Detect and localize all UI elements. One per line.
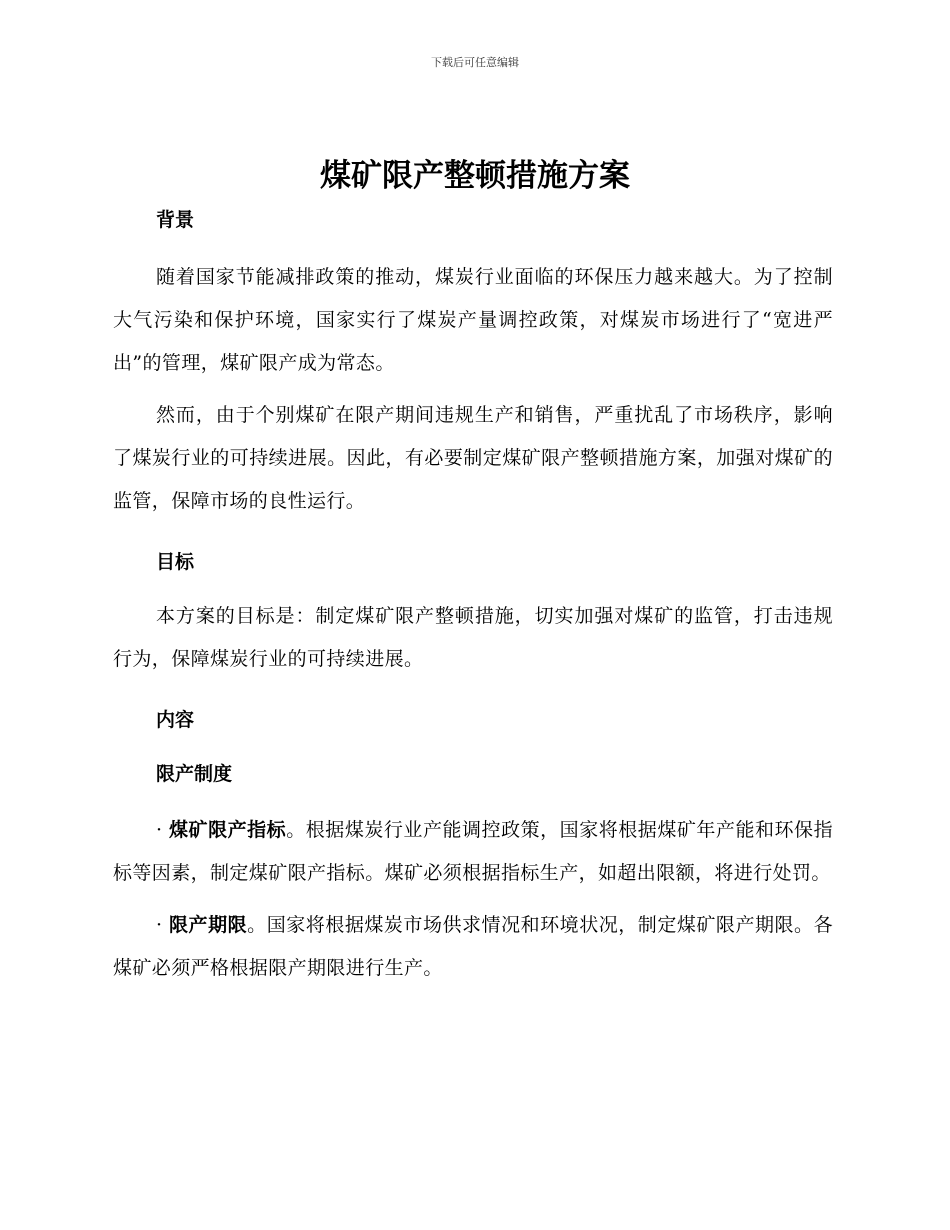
bullet-term: 煤矿限产指标 bbox=[169, 819, 287, 841]
paragraph-goal: 本方案的目标是：制定煤矿限产整顿措施，切实加强对煤矿的监管，打击违规行为，保障煤炭行业的可持续进展。 bbox=[113, 605, 833, 670]
document-body bbox=[113, 205, 833, 990]
bullet-term: 限产期限 bbox=[169, 914, 248, 936]
bullet-item bbox=[113, 809, 833, 895]
bullet-text: 。根据煤炭行业产能调控政策，国家将根据煤矿年产能和环保指标等因素，制定煤矿限产指标。煤矿必须根据指标生产，如超出限额，将进行处罚。 bbox=[113, 819, 833, 884]
paragraph-background-2: 然而，由于个别煤矿在限产期间违规生产和销售，严重扰乱了市场秩序，影响了煤炭行业的可持续进展。因此，有必要制定煤矿限产整顿措施方案，加强对煤矿的监管，保障市场的良性运行。 bbox=[113, 404, 833, 512]
header-note: 下载后可任意编辑 bbox=[431, 56, 519, 69]
bullet-text: 。国家将根据煤炭市场供求情况和环境状况，制定煤矿限产期限。各煤矿必须严格根据限产期限进行生产。 bbox=[113, 914, 833, 979]
section-heading-goal: 目标 bbox=[156, 551, 195, 573]
section-heading-content: 内容 bbox=[156, 709, 195, 731]
document-title: 煤矿限产整顿措施方案 bbox=[320, 158, 630, 194]
bullet-marker: · bbox=[156, 914, 170, 936]
bullet-marker: · bbox=[156, 819, 170, 841]
paragraph-background-1: 随着国家节能减排政策的推动，煤炭行业面临的环保压力越来越大。为了控制大气污染和保护环境，国家实行了煤炭产量调控政策，对煤炭市场进行了“宽进严出”的管理，煤矿限产成为常态。 bbox=[113, 266, 833, 374]
section-heading-production-limit-system: 限产制度 bbox=[156, 763, 233, 785]
bullet-item bbox=[113, 904, 833, 990]
section-heading-background: 背景 bbox=[156, 209, 195, 231]
